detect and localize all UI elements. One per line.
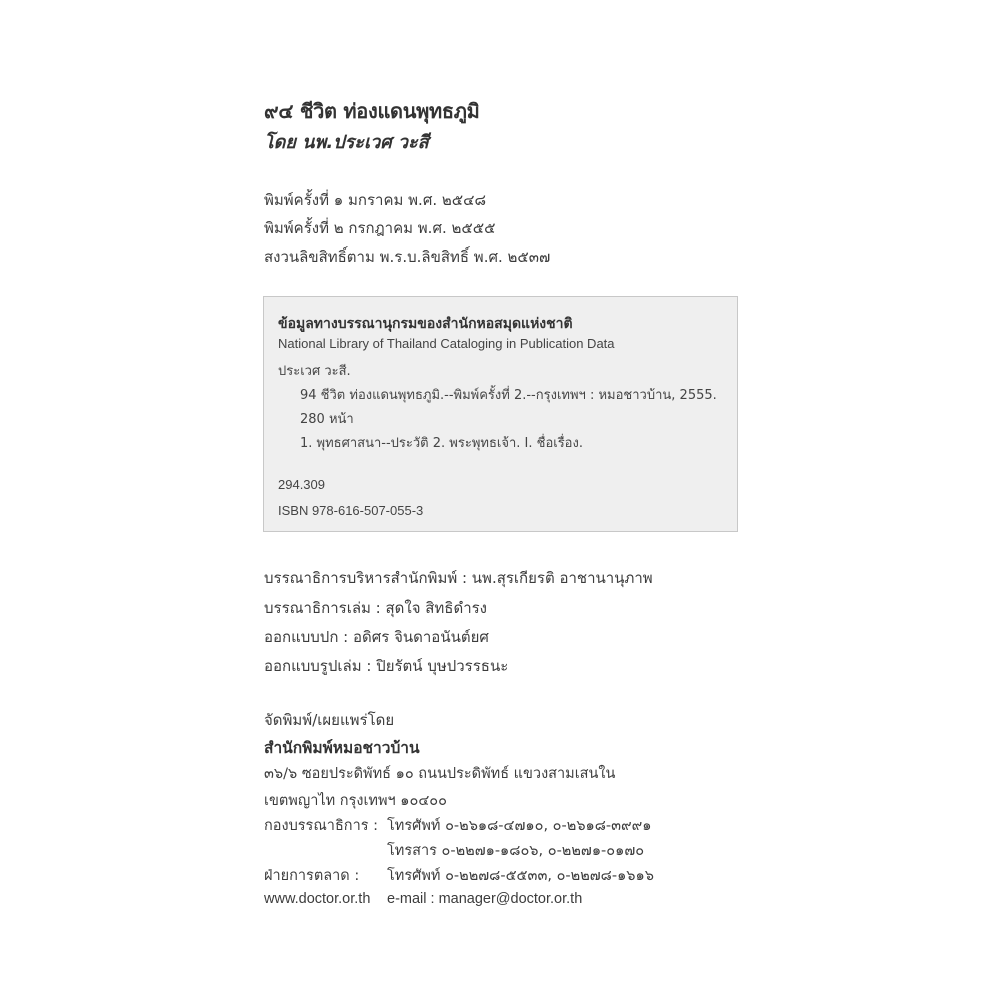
credit-layout-design: ออกแบบรูปเล่ม : ปิยรัตน์ บุษปวรรธนะ bbox=[264, 657, 509, 675]
publisher-intro: จัดพิมพ์/เผยแพร่โดย bbox=[264, 711, 395, 729]
cip-box bbox=[263, 296, 738, 532]
marketing-label: ฝ่ายการตลาด : bbox=[264, 868, 360, 884]
credit-executive-editor: บรรณาธิการบริหารสำนักพิมพ์ : นพ.สุรเกียรติ อาชานานุภาพ bbox=[264, 569, 653, 587]
printing-line-1: พิมพ์ครั้งที่ ๑ มกราคม พ.ศ. ๒๕๔๘ bbox=[264, 191, 487, 209]
editorial-label: กองบรรณาธิการ : bbox=[264, 818, 378, 834]
book-author: โดย นพ.ประเวศ วะสี bbox=[264, 132, 429, 153]
printing-line-2: พิมพ์ครั้งที่ ๒ กรกฎาคม พ.ศ. ๒๕๕๕ bbox=[264, 219, 496, 237]
cip-isbn: ISBN 978-616-507-055-3 bbox=[278, 503, 424, 518]
cip-heading-en: National Library of Thailand Cataloging in Publication Data bbox=[278, 336, 615, 351]
cip-subjects: 1. พุทธศาสนา--ประวัติ 2. พระพุทธเจ้า. I. ชื่อเรื่อง. bbox=[300, 436, 583, 451]
email-link[interactable]: e-mail : manager@doctor.or.th bbox=[387, 891, 583, 907]
editorial-fax: โทรสาร ๐-๒๒๗๑-๑๘๐๖, ๐-๒๒๗๑-๐๑๗๐ bbox=[387, 843, 645, 859]
website-link[interactable]: www.doctor.or.th bbox=[264, 891, 371, 907]
publisher-address-line-1: ๓๖/๖ ซอยประดิพัทธ์ ๑๐ ถนนประดิพัทธ์ แขวงสามเสนใน bbox=[264, 766, 616, 782]
cip-heading: ข้อมูลทางบรรณานุกรมของสำนักหอสมุดแห่งชาติ bbox=[278, 316, 573, 332]
cip-pages: 280 หน้า bbox=[300, 412, 354, 427]
book-title: ๙๔ ชีวิต ท่องแดนพุทธภูมิ bbox=[264, 99, 480, 123]
cip-author-entry: ประเวศ วะสี. bbox=[278, 364, 351, 379]
copyright-notice: สงวนลิขสิทธิ์ตาม พ.ร.บ.ลิขสิทธิ์ พ.ศ. ๒๕๓๗ bbox=[264, 248, 551, 266]
credit-cover-design: ออกแบบปก : อดิศร จินดาอนันต์ยศ bbox=[264, 628, 489, 646]
publisher-name: สำนักพิมพ์หมอชาวบ้าน bbox=[264, 739, 420, 757]
cip-classification: 294.309 bbox=[278, 477, 325, 492]
publisher-address-line-2: เขตพญาไท กรุงเทพฯ ๑๐๔๐๐ bbox=[264, 793, 447, 809]
cip-title-entry: 94 ชีวิต ท่องแดนพุทธภูมิ.--พิมพ์ครั้งที่ 2.--กรุงเทพฯ : หมอชาวบ้าน, 2555. bbox=[300, 388, 717, 403]
credit-book-editor: บรรณาธิการเล่ม : สุดใจ สิทธิดำรง bbox=[264, 599, 488, 617]
marketing-phone: โทรศัพท์ ๐-๒๒๗๘-๕๕๓๓, ๐-๒๒๗๘-๑๖๑๖ bbox=[387, 868, 654, 884]
editorial-phone: โทรศัพท์ ๐-๒๖๑๘-๔๗๑๐, ๐-๒๖๑๘-๓๙๙๑ bbox=[387, 818, 652, 834]
